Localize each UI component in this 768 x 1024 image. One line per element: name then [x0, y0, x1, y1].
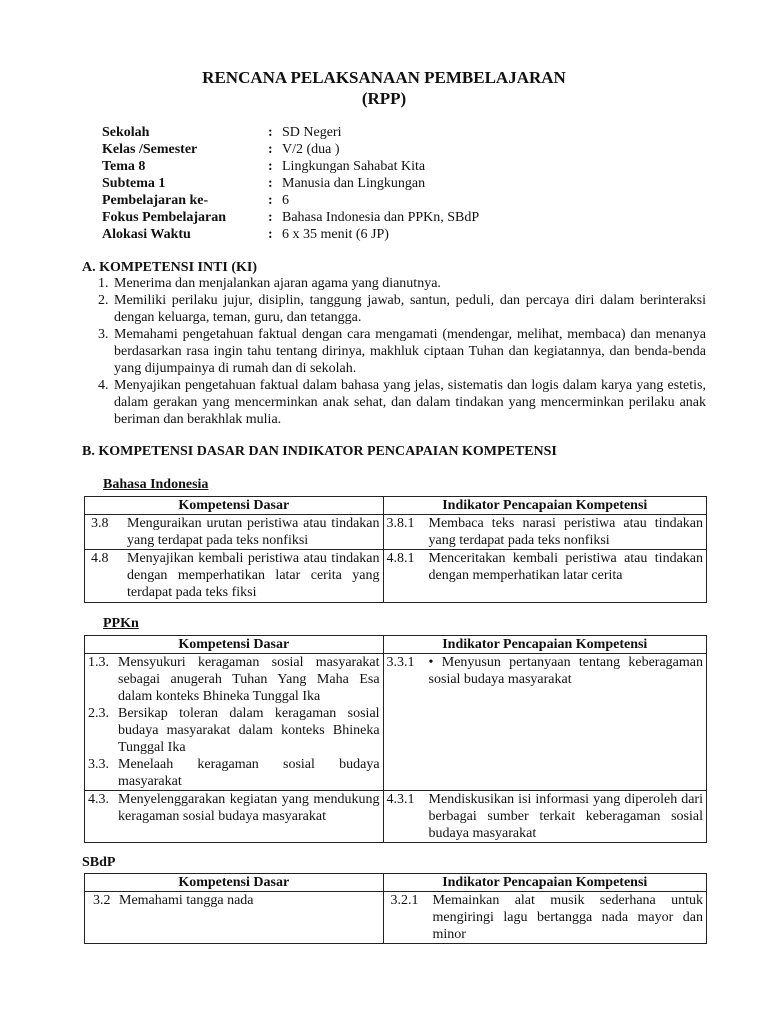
ipk-code: 3.3.1	[386, 655, 415, 670]
table-header-row	[85, 497, 707, 515]
table-row	[85, 515, 707, 550]
header-kompetensi-dasar: Kompetensi Dasar	[85, 636, 384, 654]
kd-text: Menguraikan urutan peristiwa atau tindakan yang terdapat pada teks nonfiksi	[127, 516, 380, 548]
identity-separator: :	[268, 193, 273, 208]
kd-code: 3.3.	[88, 757, 109, 772]
ki-list	[98, 275, 706, 428]
identity-separator: :	[268, 159, 273, 174]
ipk-cell	[383, 550, 706, 603]
section-b-heading: B. KOMPETENSI DASAR DAN INDIKATOR PENCAPAIAN KOMPETENSI	[82, 444, 557, 459]
ki-item	[98, 377, 706, 428]
ipk-text: Menceritakan kembali peristiwa atau tindakan dengan memperhatikan latar cerita	[428, 551, 703, 583]
identity-separator: :	[268, 142, 273, 157]
kd-text: Menyajikan kembali peristiwa atau tindakan dengan memperhatikan latar cerita yang terdapat pada teks fiksi	[127, 551, 380, 600]
header-indikator: Indikator Pencapaian Kompetensi	[383, 874, 707, 892]
ki-item	[98, 292, 706, 326]
ipk-text: Mendiskusikan isi informasi yang diperoleh dari berbagai sumber terkait keberagaman sosial budaya masyarakat	[428, 792, 703, 841]
ipk-code: 4.8.1	[386, 551, 415, 566]
kd-text: Menelaah keragaman sosial budaya masyarakat	[118, 757, 380, 789]
identity-label: Sekolah	[102, 125, 150, 140]
table-row	[85, 654, 707, 791]
subject-title-ppkn: PPKn	[103, 616, 139, 631]
identity-value: 6	[282, 193, 289, 208]
identity-separator: :	[268, 210, 273, 225]
identity-value: SD Negeri	[282, 125, 342, 140]
kd-cell	[85, 791, 384, 843]
identity-value: Lingkungan Sahabat Kita	[282, 159, 426, 174]
header-indikator: Indikator Pencapaian Kompetensi	[383, 636, 706, 654]
kd-code: 4.8	[91, 551, 109, 566]
identity-value: 6 x 35 menit (6 JP)	[282, 227, 389, 242]
ipk-code: 3.8.1	[386, 516, 415, 531]
ipk-cell	[383, 892, 707, 944]
identity-value: Manusia dan Lingkungan	[282, 176, 426, 191]
kd-text: Mensyukuri keragaman sosial masyarakat sebagai anugerah Tuhan Yang Maha Esa dalam konteks Bhineka Tunggal Ika	[118, 655, 380, 704]
identity-label: Kelas /Semester	[102, 142, 198, 157]
ki-text: Menyajikan pengetahuan faktual dalam bahasa yang jelas, sistematis dan logis dalam karya yang estetis, dalam gerakan yang mencerminkan anak sehat, dan dalam tindakan yang mencerminkan perilaku anak beriman dan berakhlak mulia.	[114, 378, 706, 427]
ki-text: Memiliki perilaku jujur, disiplin, tanggung jawab, santun, peduli, dan percaya diri dalam berinteraksi dengan keluarga, teman, guru, dan tetangga.	[114, 293, 706, 325]
kd-text: Bersikap toleran dalam keragaman sosial budaya masyarakat dalam konteks Bhineka Tunggal Ika	[118, 706, 380, 755]
ipk-cell	[383, 654, 706, 791]
table-header-row	[85, 636, 707, 654]
kd-code: 1.3.	[88, 655, 109, 670]
ipk-text: Membaca teks narasi peristiwa atau tindakan yang terdapat pada teks nonfiksi	[428, 516, 703, 548]
ipk-text: Memainkan alat musik sederhana untuk mengiringi lagu bertangga nada mayor dan minor	[432, 893, 703, 942]
identity-value: V/2 (dua )	[282, 142, 340, 157]
kd-entry	[88, 756, 380, 790]
doc-title: RENCANA PELAKSANAAN PEMBELAJARAN	[202, 68, 566, 87]
identity-label: Subtema 1	[102, 176, 166, 191]
ki-number: 4.	[98, 378, 109, 393]
kd-code: 4.3.	[88, 792, 109, 807]
ipk-code: 3.2.1	[390, 893, 419, 908]
kd-cell	[85, 550, 384, 603]
table-header-row	[85, 874, 707, 892]
kd-entry	[88, 654, 380, 705]
ipk-cell	[383, 515, 706, 550]
ki-item	[98, 275, 706, 292]
kd-entry	[88, 705, 380, 756]
table-sbdp	[84, 873, 707, 944]
header-indikator: Indikator Pencapaian Kompetensi	[383, 497, 706, 515]
doc-subtitle: (RPP)	[361, 89, 407, 108]
kd-code: 3.2	[93, 893, 111, 908]
ipk-text: • Menyusun pertanyaan tentang keberagaman sosial budaya masyarakat	[428, 655, 703, 687]
kd-code: 2.3.	[88, 706, 109, 721]
header-kompetensi-dasar: Kompetensi Dasar	[85, 874, 384, 892]
identity-separator: :	[268, 176, 273, 191]
ki-number: 3.	[98, 327, 109, 342]
table-row	[85, 791, 707, 843]
identity-separator: :	[268, 227, 273, 242]
ki-item	[98, 326, 706, 377]
ki-text: Memahami pengetahuan faktual dengan cara mengamati (mendengar, melihat, membaca) dan menanya berdasarkan rasa ingin tahu tentang dirinya, makhluk ciptaan Tuhan dan kegiatannya, dan benda-benda yang dijumpainya di rumah dan di sekolah.	[114, 327, 706, 376]
kd-cell	[85, 892, 384, 944]
ki-number: 1.	[98, 276, 109, 291]
identity-label: Fokus Pembelajaran	[102, 210, 227, 225]
ki-number: 2.	[98, 293, 109, 308]
header-kompetensi-dasar: Kompetensi Dasar	[85, 497, 384, 515]
identity-label: Alokasi Waktu	[102, 227, 191, 242]
kd-cell	[85, 654, 384, 791]
kd-cell	[85, 515, 384, 550]
kd-text: Menyelenggarakan kegiatan yang mendukung keragaman sosial budaya masyarakat	[118, 792, 380, 824]
kd-code: 3.8	[91, 516, 109, 531]
identity-separator: :	[268, 125, 273, 140]
ki-text: Menerima dan menjalankan ajaran agama yang dianutnya.	[114, 276, 441, 291]
section-a-heading: A. KOMPETENSI INTI (KI)	[82, 260, 258, 275]
subject-title-sbdp: SBdP	[82, 855, 116, 870]
identity-value: Bahasa Indonesia dan PPKn, SBdP	[282, 210, 480, 225]
ipk-cell	[383, 791, 706, 843]
subject-title-bahasa: Bahasa Indonesia	[103, 477, 209, 492]
table-row	[85, 550, 707, 603]
identity-label: Tema 8	[102, 159, 146, 174]
ipk-code: 4.3.1	[386, 792, 415, 807]
table-row	[85, 892, 707, 944]
table-ppkn	[84, 635, 707, 843]
kd-text: Memahami tangga nada	[119, 893, 254, 908]
table-bahasa-indonesia	[84, 496, 707, 603]
identity-label: Pembelajaran ke-	[102, 193, 209, 208]
